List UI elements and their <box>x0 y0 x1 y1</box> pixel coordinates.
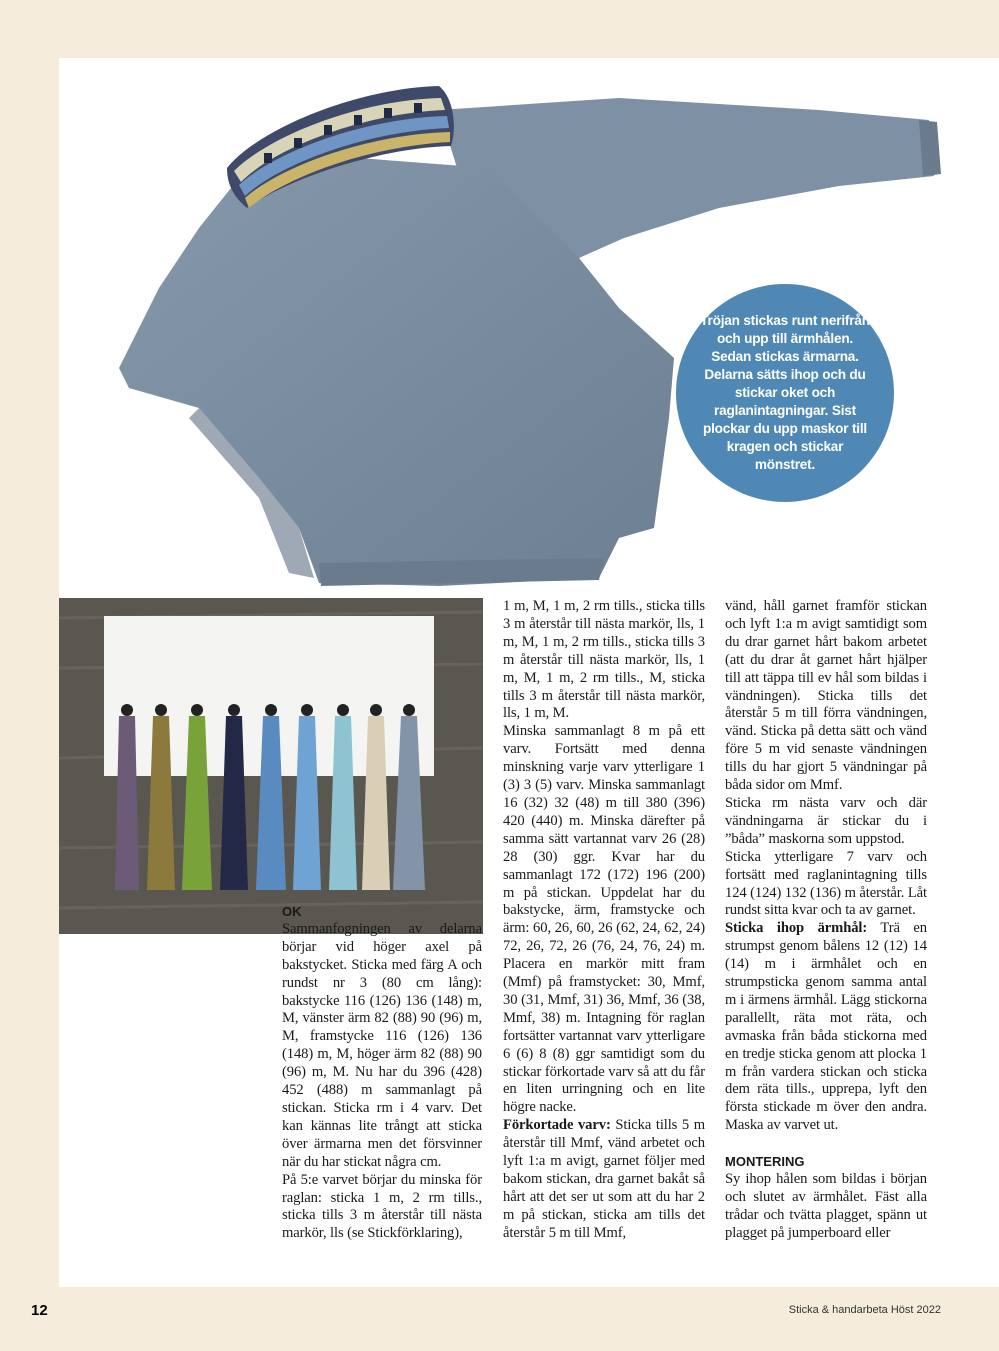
text-column-3 <box>725 598 927 1243</box>
inline-label: Förkortade varv: <box>503 1117 611 1134</box>
paragraph: Minska sammanlagt 8 m på ett varv. Fortsätt med denna minskning varje varv ytterligare 1 (3) 3 (5) varv. Minska sammanlagt 16 (32) 32 (48) m till 380 (396) 420 (440) m. Minska därefter på samma sätt vartannat varv 26 (28) 28 (30) ggr. Kvar har du sammanlagt 172 (172) 196 (200) m på stickan. Uppdelat har du bakstycke, ärm, framstycke och ärm: 60, 26, 60, 26 (62, 24, 62, 24) 72, 26, 72, 26 (76, 24, 76, 24) m. Placera en markör mitt fram (Mmf) på framstycket: 30, Mmf, 30 (31, Mmf, 31) 36, Mmf, 36 (38, Mmf, 38) m. Intagning för raglan fortsätter vartannat varv ytterligare 6 (6) 8 (8) ggr samtidigt som du stickar förkortade varv så att du får en liten urringning och en lite högre nacke. <box>503 723 705 1116</box>
text-column-1 <box>282 903 482 1243</box>
paragraph: vänd, håll garnet framför stickan och lyft 1:a m avigt samtidigt som du drar garnet hårt bakom arbetet (att du drar åt garnet hårt hjälper till att täppa till ev hål som bildas i vändningen). Sticka tills det återstår 5 m till förra vändningen, vänd. Sticka på detta sätt och vänd före 5 m vid senaste vändningen tills du har gjort 5 vändningar på båda sidor om Mmf. <box>725 598 927 794</box>
paragraph: På 5:e varvet börjar du minska för raglan: sticka 1 m, 2 rm tills., sticka tills 3 m återstår till nästa markör, lls (se Stickförklaring), <box>282 1171 482 1242</box>
tassels <box>115 704 425 890</box>
section-heading-ok: OK <box>282 904 302 919</box>
paragraph: Sticka ihop ärmhål: Trä en strumpst genom bålens 12 (12) 14 (14) m i ärmhålet och en strumpsticka genom samma antal m i ärmens ärmhål. Lägg stickorna parallellt, räta mot räta, och avmaska från båda stickorna med en tredje sticka genom att plocka 1 m från vardera stickan och sticka dem räta tills., upprepa, lyft den första stickade m över den andra. Maska av varvet ut. <box>725 920 927 1134</box>
section-heading-montering: MONTERING <box>725 1154 805 1170</box>
inline-label: Sticka ihop ärmhål: <box>725 920 868 937</box>
paragraph: 1 m, M, 1 m, 2 rm tills., sticka tills 3 m återstår till nästa markör, lls, 1 m, M, 1 m, 2 rm tills., sticka tills 3 m återstår till nästa markör, lls, 1 m, M, 1 m, 2 rm tills., M, sticka tills 3 m återstår till nästa markör, lls, 1 m, M. <box>503 598 705 722</box>
paragraph: Sticka ytterligare 7 varv och fortsätt med raglanintagning tills 124 (124) 132 (136) m återstår. Låt rundst sitta kvar och ta av garnet. <box>725 848 927 919</box>
paragraph: Sticka rm nästa varv och där vändningarna är stickar du i ”båda” maskorna som uppstod. <box>725 794 927 847</box>
paragraph: Förkortade varv: Sticka tills 5 m återstår till Mmf, vänd arbetet och lyft 1:a m avigt, garnet följer med bakom stickan, dra garnet bakåt så hårt att det ser ut som att du har 2 m på stickan, sticka am tills det återstår 5 m till Mmf, <box>503 1117 705 1241</box>
text-column-2 <box>503 598 705 1243</box>
callout-text: Tröjan stickas runt nerifrån och upp till ärmhålen. Sedan stickas ärmarna. Delarna sätts ihop och du stickar oket och raglanintagningar. Sist plockar du upp maskor till kragen och stickar mönstret. <box>700 313 870 472</box>
page-number: 12 <box>31 1302 48 1319</box>
magazine-footer: Sticka & handarbeta Höst 2022 <box>788 1304 941 1316</box>
paragraph: Sammanfogningen av delarna börjar vid höger axel på bakstycket. Sticka med färg A och rundst nr 3 (80 cm lång): bakstycke 116 (126) 136 (148) m, M, vänster ärm 82 (88) 90 (96) m, M, framstycke 116 (126) 136 (148) m, M, höger ärm 82 (88) 90 (96) m, M. Nu har du 396 (428) 452 (488) m sammanlagt på stickan. Sticka rm i 4 varv. Det kan kännas lite trångt att sticka över ärmarna men det försvinner när du har stickat några cm. <box>282 920 482 1170</box>
paragraph: Sy ihop hålen som bildas i början och slutet av ärmhålet. Fäst alla trådar och tvätta plagget, spänn ut plagget på jumperboard eller <box>725 1171 927 1241</box>
yarn-tassels-photo <box>59 598 483 934</box>
callout-bubble <box>676 284 894 502</box>
